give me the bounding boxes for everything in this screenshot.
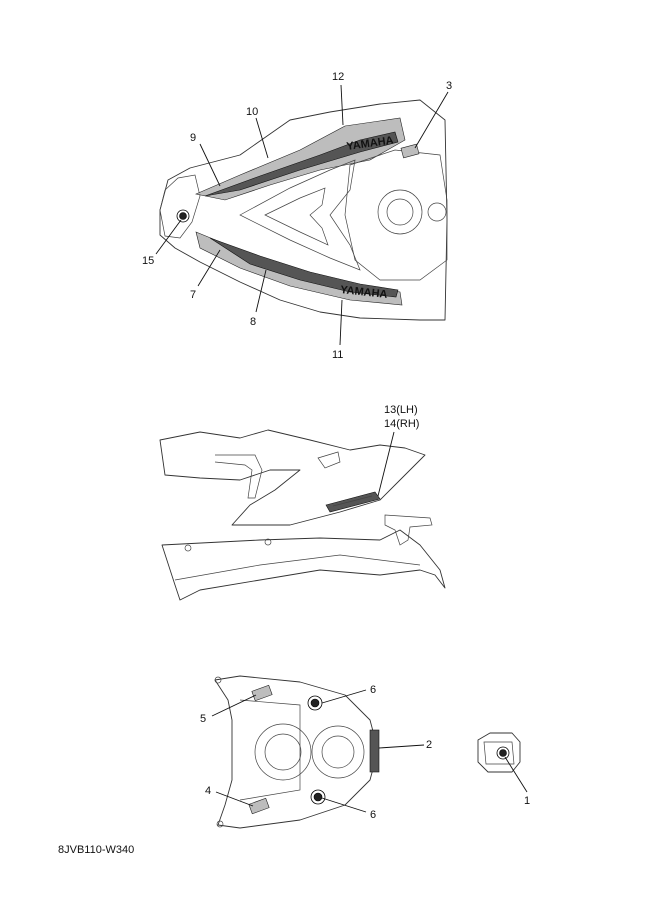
- callout-5: 5: [200, 713, 207, 725]
- callout-9: 9: [190, 132, 197, 144]
- side-view-hull: [160, 430, 445, 600]
- side-lower-hull: [162, 530, 445, 600]
- emblem-6-upper-icon: [311, 699, 319, 707]
- bottom-brand-decal-text: YAMAHA: [339, 284, 388, 301]
- emblem-1-icon: [500, 750, 507, 757]
- emblem-15-icon: [180, 213, 187, 220]
- callout-14: 14(RH): [384, 418, 420, 430]
- diagram-code: 8JVB110-W340: [58, 844, 135, 856]
- callout-11: 11: [332, 349, 344, 361]
- callout-6-upper: 6: [370, 684, 377, 696]
- callout-7: 7: [190, 289, 197, 301]
- callout-8: 8: [250, 316, 257, 328]
- callout-1: 1: [524, 795, 531, 807]
- deck-cover-outline: [215, 676, 378, 828]
- emblem-6-lower-icon: [314, 793, 322, 801]
- top-brand-decal-text: YAMAHA: [345, 134, 395, 153]
- callout-13: 13(LH): [384, 404, 418, 416]
- callout-2: 2: [426, 739, 433, 751]
- callout-12: 12: [332, 71, 345, 83]
- leader-2: [379, 745, 424, 748]
- side-upper-body: [160, 430, 425, 525]
- callout-3: 3: [446, 80, 453, 92]
- callout-15: 15: [142, 255, 155, 267]
- callout-6-lower: 6: [370, 809, 377, 821]
- deck-cover-view: [215, 676, 379, 828]
- callout-4: 4: [205, 785, 212, 797]
- callout-10: 10: [246, 106, 259, 118]
- top-view-deck: [160, 100, 447, 320]
- small-part-view: [478, 733, 520, 772]
- decal-2-strip: [370, 730, 379, 772]
